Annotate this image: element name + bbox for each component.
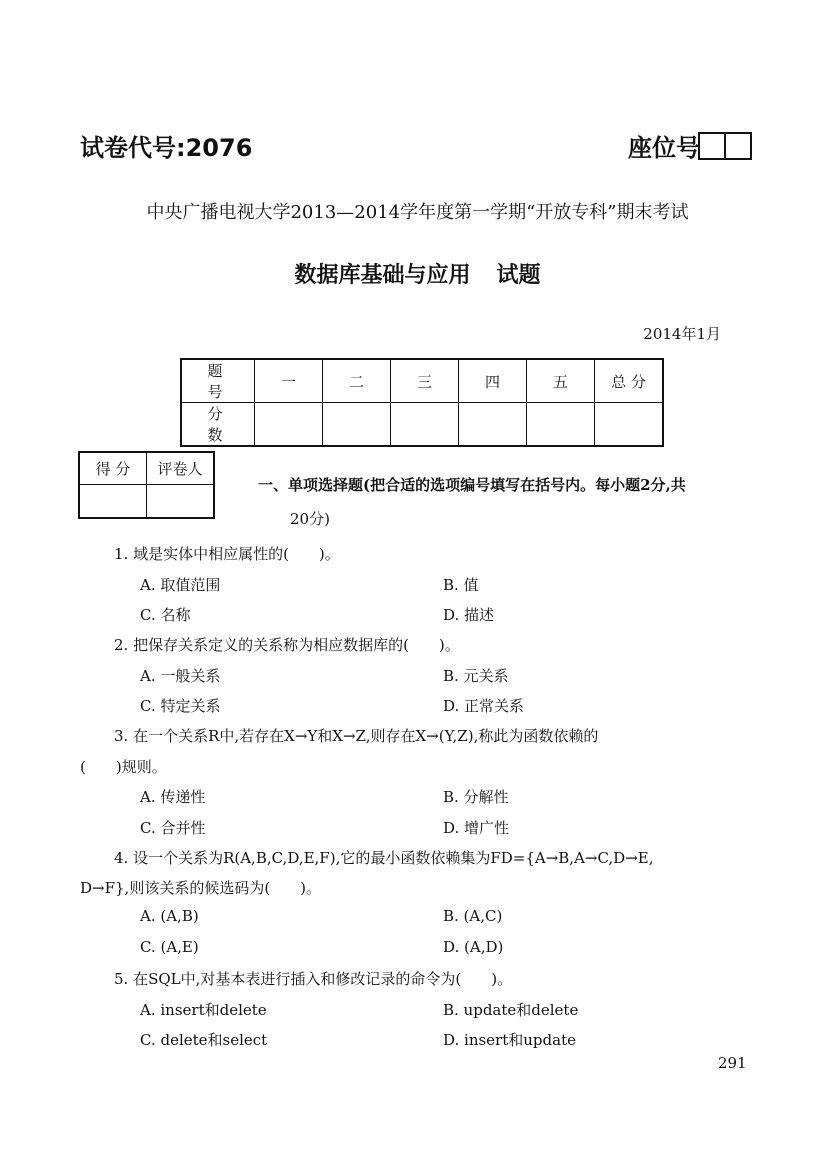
seat-box[interactable] (698, 132, 726, 160)
exam-date: 2014年1月 (643, 325, 721, 343)
exam-title (0, 258, 835, 289)
score-cell[interactable] (595, 403, 664, 447)
section-title-cont: 20分) (290, 510, 330, 528)
score-table-score-row (181, 403, 663, 447)
exam-header: 中央广播电视大学2013—2014学年度第一学期“开放专科”期末考试 (146, 202, 689, 223)
question-option: A. (A,B) (140, 907, 199, 925)
question-option: C. 合并性 (140, 819, 206, 837)
question-option: B. (A,C) (443, 907, 503, 925)
question-option: C. 特定关系 (140, 697, 221, 715)
score-table-row-label: 题 号 (181, 359, 255, 403)
question-option: A. 取值范围 (140, 576, 221, 594)
question-stem: 5. 在SQL中,对基本表进行插入和修改记录的命令为( )。 (114, 970, 513, 988)
score-table-col: 二 (323, 359, 391, 403)
seat-label: 座位号 (628, 134, 700, 162)
score-table-col: 五 (527, 359, 595, 403)
question-stem-cont: D→F},则该关系的候选码为( )。 (80, 879, 322, 897)
question-option: A. 传递性 (140, 788, 206, 806)
grader-score-cell[interactable] (79, 485, 147, 519)
score-cell[interactable] (323, 403, 391, 447)
question-option: D. 描述 (443, 606, 495, 624)
score-table-col: 一 (255, 359, 323, 403)
section-title: 一、单项选择题(把合适的选项编号填写在括号内。每小题2分,共 (258, 476, 686, 494)
question-option: D. (A,D) (443, 938, 504, 956)
score-cell[interactable] (391, 403, 459, 447)
question-option: D. 增广性 (443, 819, 510, 837)
grader-name-label: 评卷人 (147, 452, 215, 485)
seat-box[interactable] (724, 132, 752, 160)
question-option: B. 分解性 (443, 788, 509, 806)
score-table-col: 三 (391, 359, 459, 403)
score-table-row-label: 分 数 (181, 403, 255, 447)
question-option: A. 一般关系 (140, 667, 221, 685)
question-option: D. 正常关系 (443, 697, 525, 715)
question-option: C. 名称 (140, 606, 191, 624)
grader-name-cell[interactable] (147, 485, 215, 519)
question-option: C. (A,E) (140, 938, 199, 956)
seat-number (628, 128, 752, 163)
exam-title-main: 数据库基础与应用 (294, 263, 471, 288)
grader-score-label: 得 分 (79, 452, 147, 485)
score-cell[interactable] (527, 403, 595, 447)
question-option: B. 元关系 (443, 667, 509, 685)
score-cell[interactable] (459, 403, 527, 447)
paper-code: 试卷代号:2076 (80, 134, 253, 162)
page-number: 291 (718, 1054, 747, 1072)
question-option: A. insert和delete (140, 1001, 267, 1019)
question-option: D. insert和update (443, 1031, 576, 1049)
question-option: B. 值 (443, 576, 479, 594)
question-stem-cont: ( )规则。 (80, 758, 167, 776)
question-option: C. delete和select (140, 1031, 268, 1049)
grader-table (78, 451, 215, 519)
score-table-header-row (181, 359, 663, 403)
exam-title-suffix: 试题 (496, 263, 541, 288)
score-table (180, 358, 664, 447)
score-cell[interactable] (255, 403, 323, 447)
question-option: B. update和delete (443, 1001, 579, 1019)
question-stem: 2. 把保存关系定义的关系称为相应数据库的( )。 (114, 636, 460, 654)
question-stem: 4. 设一个关系为R(A,B,C,D,E,F),它的最小函数依赖集为FD={A→B,A→C,D→E, (114, 849, 654, 867)
question-stem: 1. 域是实体中相应属性的( )。 (114, 545, 340, 563)
question-stem: 3. 在一个关系R中,若存在X→Y和X→Z,则存在X→(Y,Z),称此为函数依赖的 (114, 727, 599, 745)
score-table-col: 总 分 (595, 359, 664, 403)
score-table-col: 四 (459, 359, 527, 403)
